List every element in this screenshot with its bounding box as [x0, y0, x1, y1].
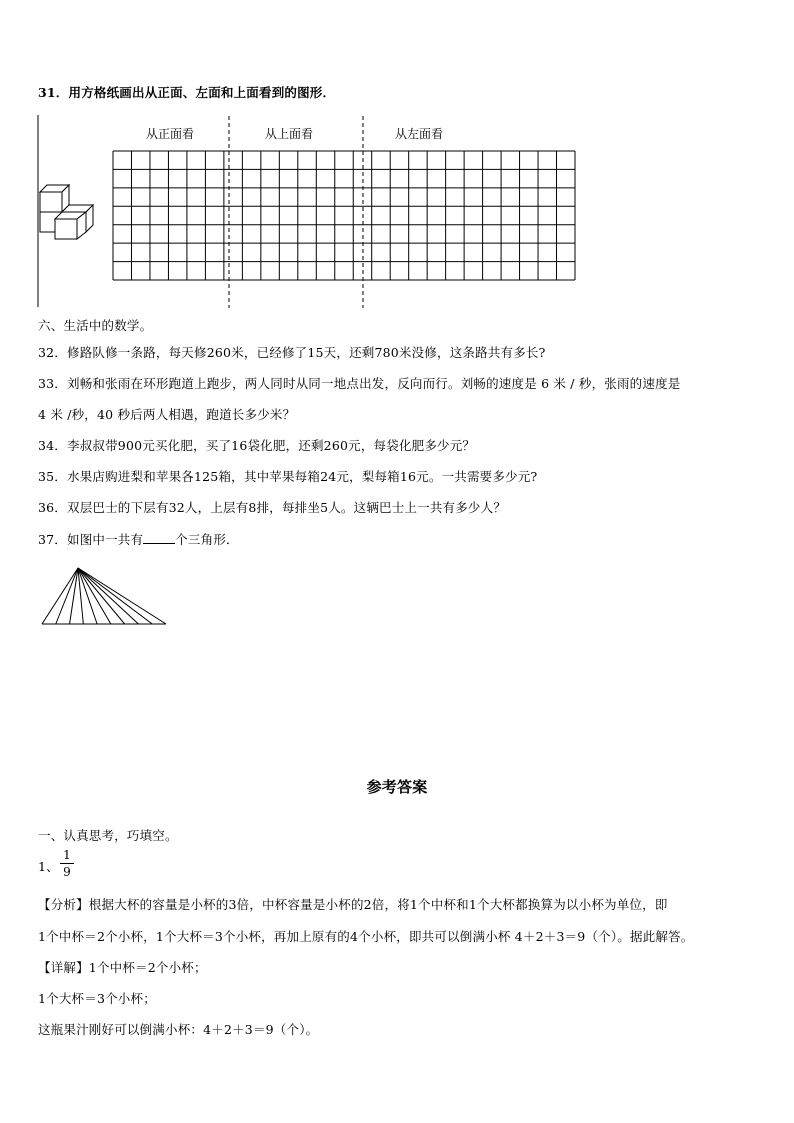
question-37: [38, 530, 239, 548]
triangle-ray: [70, 568, 78, 624]
label-front-view: 从正面看: [146, 127, 195, 141]
detail-line-3: 这瓶果汁刚好可以倒满小杯：4＋2＋3＝9（个）。: [38, 1022, 319, 1037]
answer-blank[interactable]: [143, 532, 175, 544]
q31-figure: [0, 0, 794, 320]
triangle-ray: [78, 568, 166, 624]
fraction-denominator: 9: [63, 865, 71, 879]
triangle-ray: [42, 568, 78, 624]
fraction-bar: [60, 863, 74, 864]
answer-1-label: 1、: [38, 859, 59, 874]
question-37-suffix: 个三角形．: [175, 532, 239, 547]
answers-section-1: 一、认真思考，巧填空。: [38, 828, 178, 843]
triangle-ray: [56, 568, 78, 624]
section-6-heading: 六、生活中的数学。: [38, 318, 153, 333]
fraction-numerator: 1: [63, 848, 71, 862]
triangle-fan-figure: [38, 562, 178, 632]
label-left-view: 从左面看: [395, 127, 444, 141]
triangle-ray: [78, 568, 125, 624]
cube-stack-figure: [40, 185, 93, 239]
square-grid: [113, 151, 575, 280]
answers-title: 参考答案: [366, 778, 428, 796]
detail-line-2: 1个大杯＝3个小杯；: [38, 991, 156, 1006]
triangle-ray: [78, 568, 152, 624]
detail-line-1: 【详解】1个中杯＝2个小杯；: [38, 960, 207, 975]
question-36: 36．双层巴士的下层有32人，上层有8排，每排坐5人。这辆巴士上一共有多少人？: [38, 500, 507, 515]
question-35: 35．水果店购进梨和苹果各125箱，其中苹果每箱24元，梨每箱16元。一共需要多少元?: [38, 469, 538, 484]
analysis-line-1: 【分析】根据大杯的容量是小杯的3倍，中杯容量是小杯的2倍，将1个中杯和1个大杯都换算为以小杯为单位，即: [38, 897, 668, 912]
question-33-line-2: 4 米 /秒，40 秒后两人相遇，跑道长多少米？: [38, 407, 296, 422]
question-37-prefix: 37．如图中一共有: [38, 532, 144, 547]
question-34: 34．李叔叔带900元买化肥，买了16袋化肥，还剩260元，每袋化肥多少元？: [38, 438, 476, 453]
question-31: 31．用方格纸画出从正面、左面和上面看到的图形．: [38, 85, 336, 100]
question-33-line-1: 33．刘畅和张雨在环形跑道上跑步，两人同时从同一地点出发，反向而行。刘畅的速度是 6 米 / 秒，张雨的速度是: [38, 376, 681, 391]
answer-1-fraction: [60, 848, 74, 879]
question-32: 32．修路队修一条路，每天修260米，已经修了15天，还剩780米没修，这条路共有多长?: [38, 345, 546, 360]
analysis-line-2: 1个中杯＝2个小杯，1个大杯＝3个小杯，再加上原有的4个小杯，即共可以倒满小杯 4＋2＋3＝9（个）。据此解答。: [38, 929, 694, 944]
label-top-view: 从上面看: [265, 127, 314, 141]
